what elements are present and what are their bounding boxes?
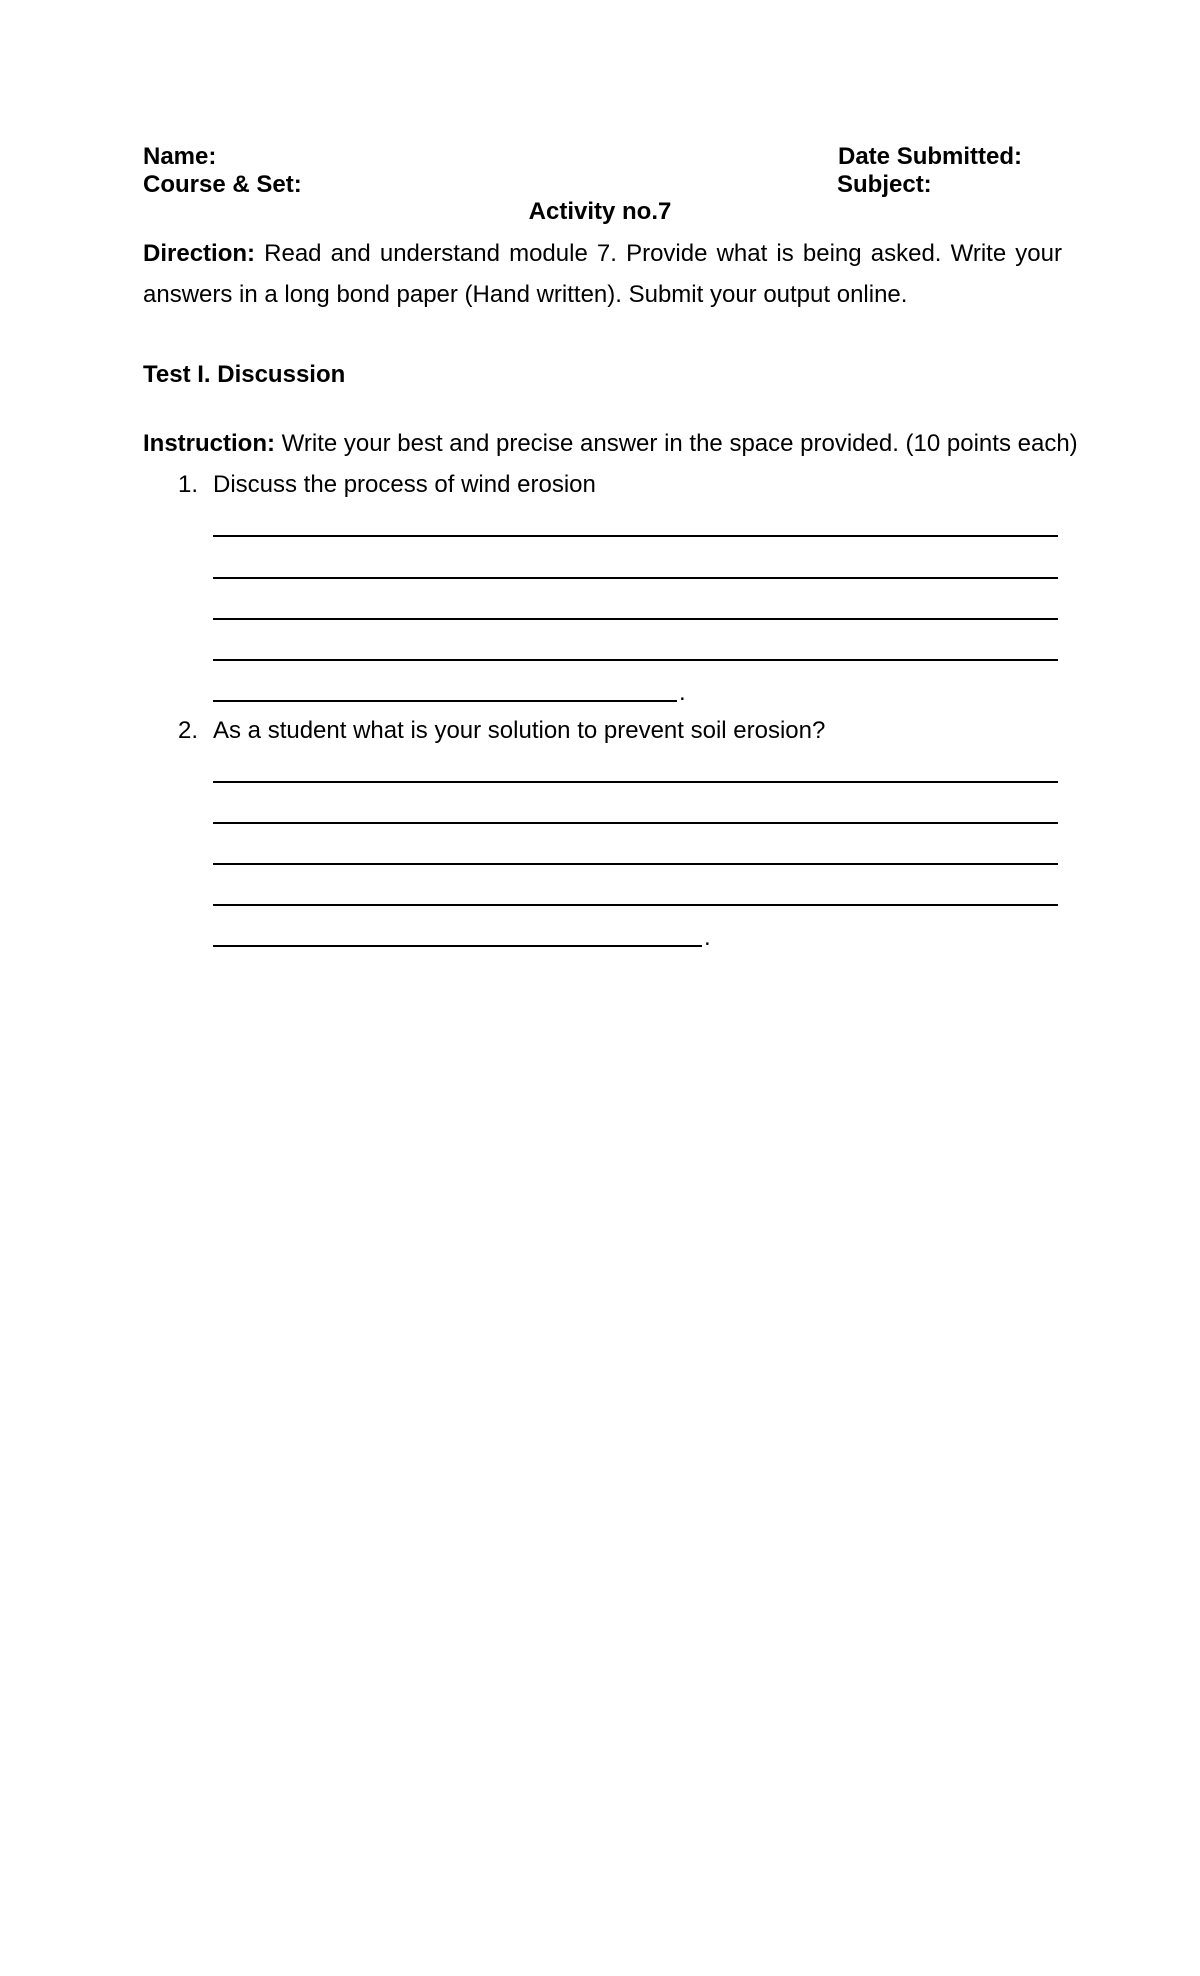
answer-line: [213, 945, 702, 947]
answer-line: [213, 822, 1058, 824]
answer-line: [213, 535, 1058, 537]
answer-line: [213, 577, 1058, 579]
name-label: Name:: [143, 143, 217, 170]
answer-line-end: .: [679, 679, 686, 706]
date-submitted-label: Date Submitted:: [838, 143, 1023, 170]
question-number: 1.: [178, 471, 199, 498]
answer-line: [213, 904, 1058, 906]
instruction-text: Write your best and precise answer in the space provided. (10 points each): [275, 430, 1078, 457]
direction-label: Direction:: [143, 240, 256, 267]
answer-line-end: .: [704, 924, 711, 951]
direction-paragraph: [143, 233, 1062, 315]
question-text: Discuss the process of wind erosion: [213, 471, 596, 498]
activity-title: Activity no.7: [528, 198, 672, 225]
answer-line: [213, 781, 1058, 783]
answer-line: [213, 863, 1058, 865]
question-number: 2.: [178, 717, 199, 744]
answer-line: [213, 618, 1058, 620]
answer-line: [213, 700, 677, 702]
direction-text: Read and understand module 7. Provide what is being asked. Write your answers in a long bond paper (Hand written). Submit your output online.: [143, 240, 1062, 308]
instruction-paragraph: [143, 430, 1078, 458]
subject-label: Subject:: [837, 171, 932, 198]
question-text: As a student what is your solution to prevent soil erosion?: [213, 717, 826, 744]
test-heading: Test I. Discussion: [143, 361, 346, 388]
answer-line: [213, 659, 1058, 661]
instruction-label: Instruction:: [143, 430, 275, 457]
course-set-label: Course & Set:: [143, 171, 302, 198]
